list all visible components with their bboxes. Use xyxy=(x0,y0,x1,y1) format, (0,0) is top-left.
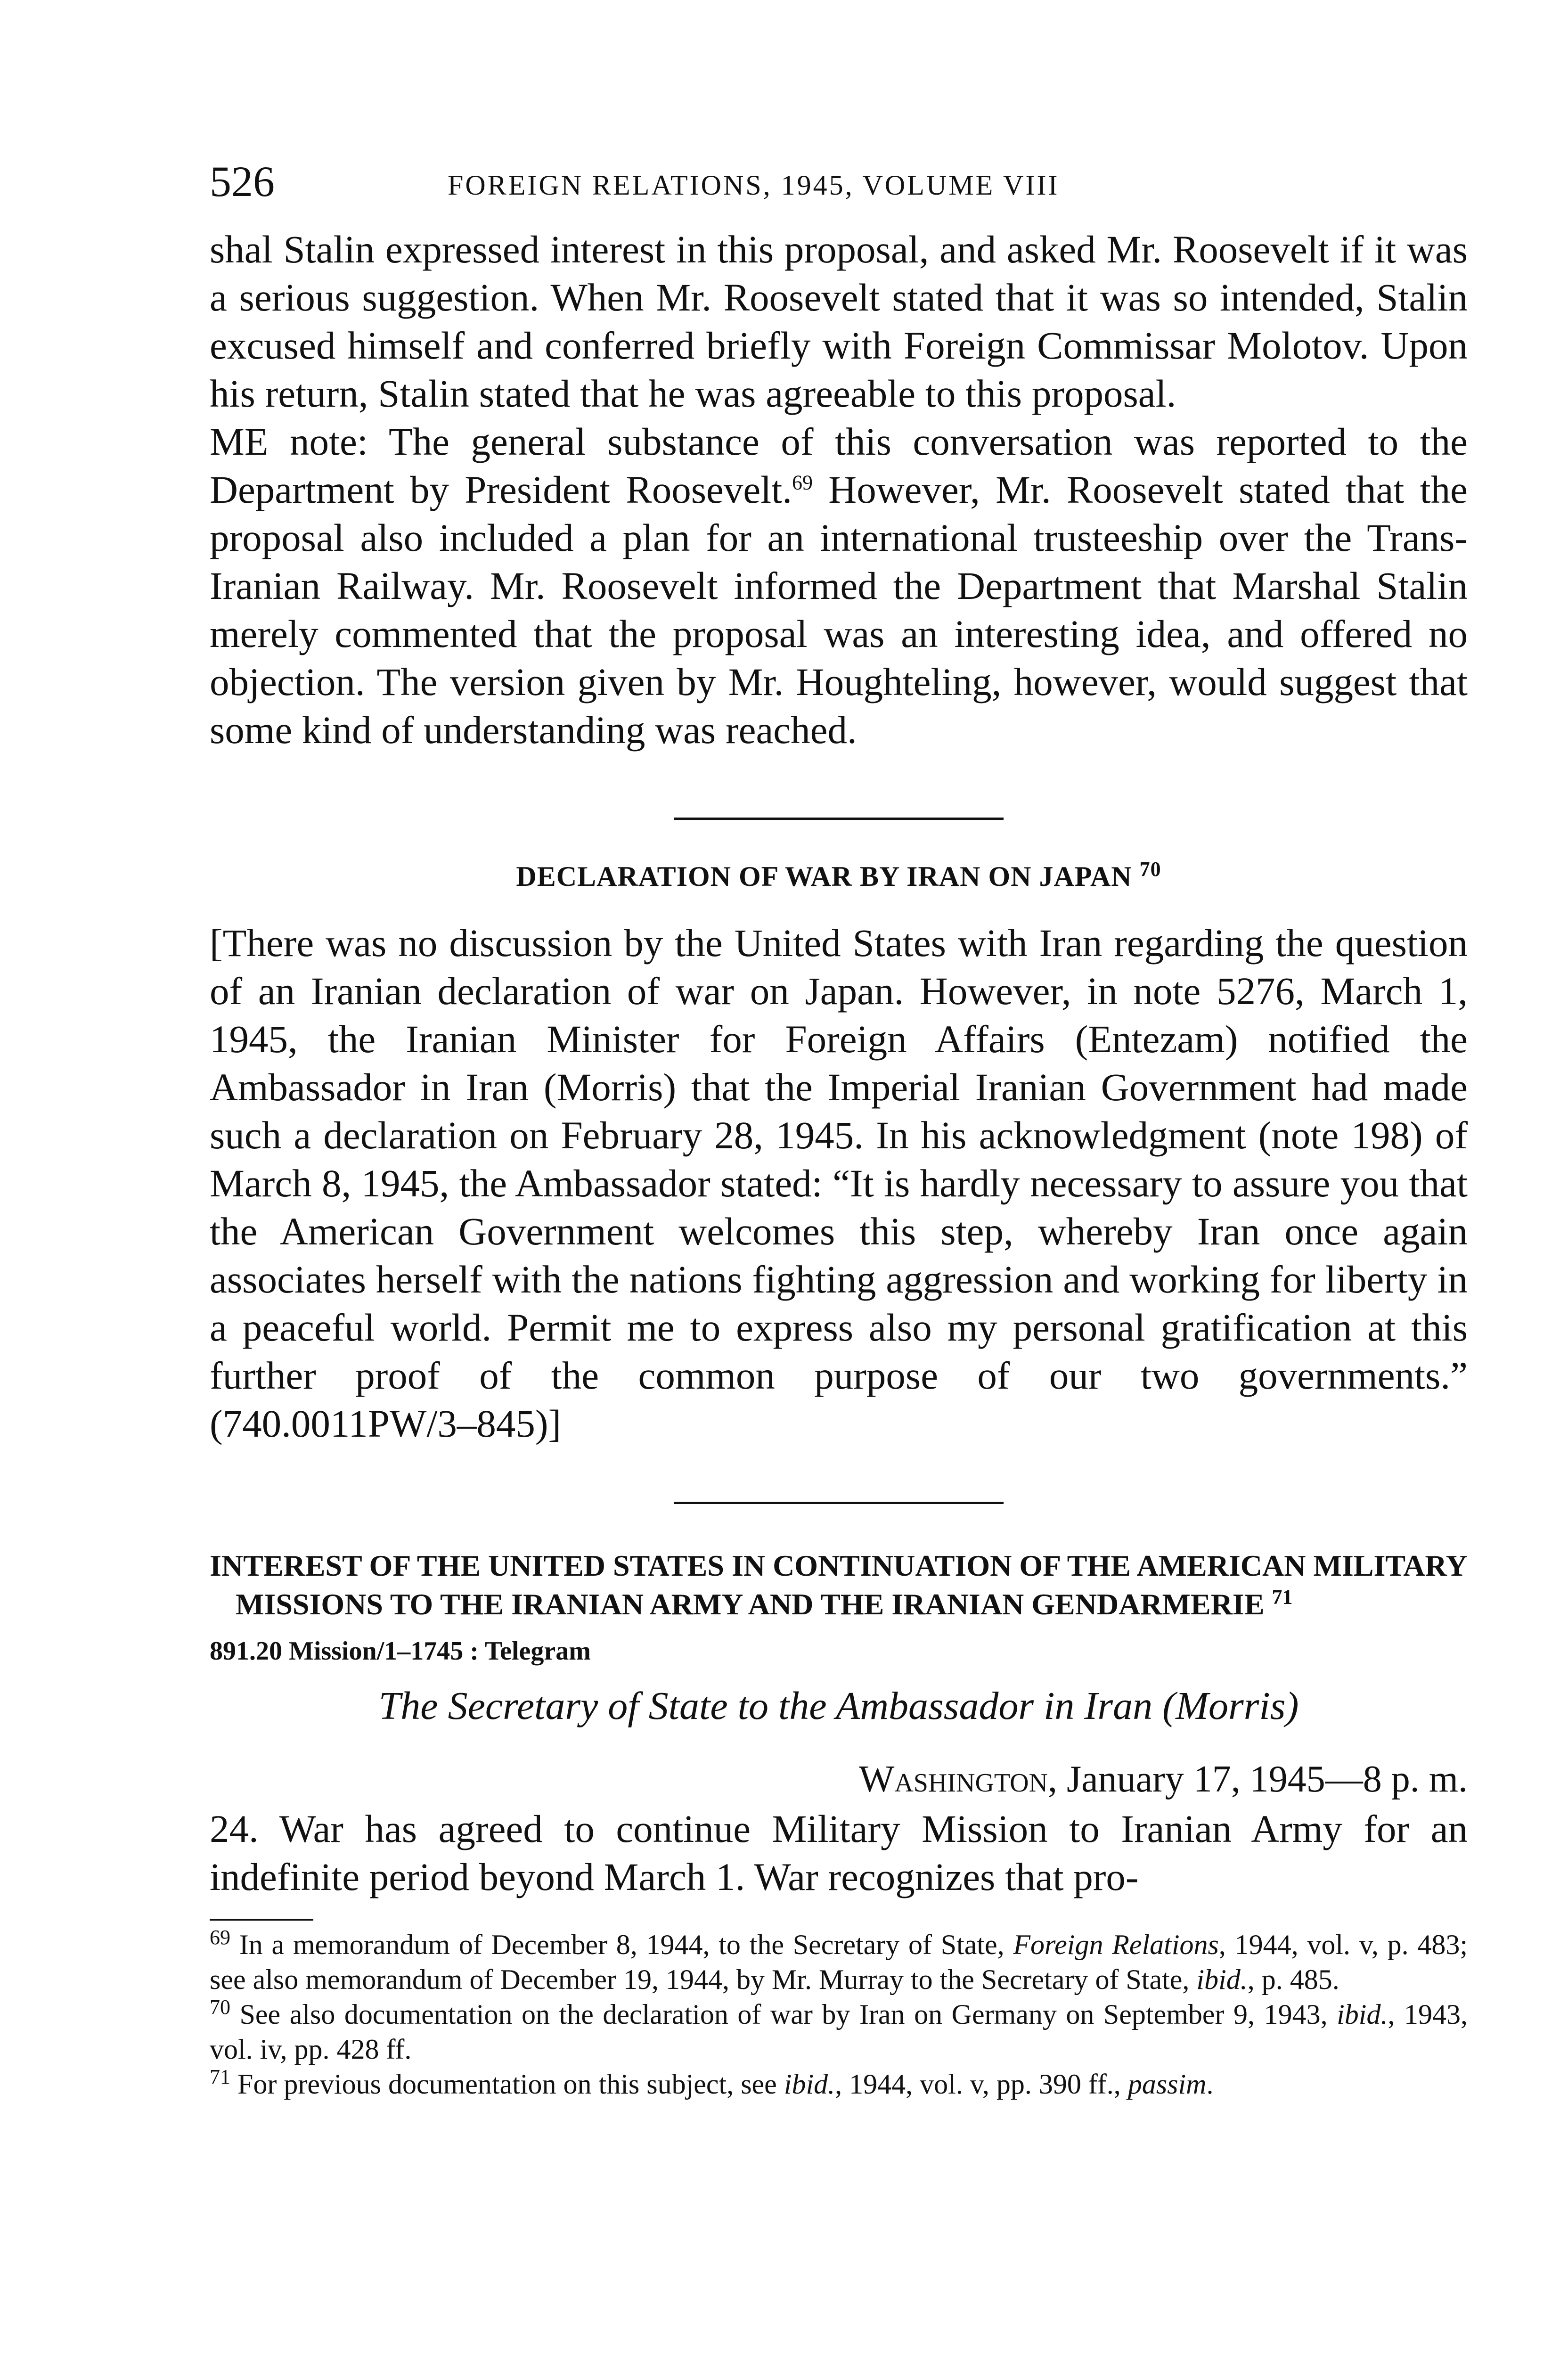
footnote-marker-70[interactable]: 70 xyxy=(1139,858,1161,881)
footnote-marker: 70 xyxy=(210,1996,230,2019)
footnote-text: , p. 485. xyxy=(1247,1964,1339,1995)
footnote-text: . xyxy=(1206,2069,1214,2100)
footnote-rule xyxy=(210,1919,313,1921)
document-page xyxy=(210,155,1468,2102)
footnote-marker-71[interactable]: 71 xyxy=(1272,1585,1293,1609)
running-title: FOREIGN RELATIONS, 1945, VOLUME VIII xyxy=(448,170,1060,201)
dateline-date: , January 17, 1945—8 p. m. xyxy=(1047,1759,1468,1800)
footnotes xyxy=(210,1927,1468,2102)
page-number: 526 xyxy=(210,157,275,205)
section-heading-text: DECLARATION OF WAR BY IRAN ON JAPAN xyxy=(516,861,1132,892)
section-heading-military-missions xyxy=(210,1546,1468,1624)
footnote-italic: ibid. xyxy=(1337,1999,1388,2030)
footnote-text: , 1944, vol. v, p. 483; see also memorandum of December 19, 1944, by Mr. Murray to the Secretary of State, xyxy=(210,1929,1468,1995)
footnote-italic: ibid. xyxy=(784,2069,835,2100)
footnote-italic: Foreign Relations xyxy=(1013,1929,1219,1960)
footnote-marker-69[interactable]: 69 xyxy=(792,471,813,494)
section-heading-iran-japan xyxy=(210,858,1468,895)
footnote-text: See also documentation on the declaration of war by Iran on Germany on September 9, 1943, xyxy=(239,1999,1337,2030)
me-note-paragraph xyxy=(210,417,1468,754)
me-note-text-start: ME note: The general substance of this conversation was reported to the Department by President Roosevelt. xyxy=(210,420,1468,511)
footnote-text: , 1943, vol. iv, pp. 428 ff. xyxy=(210,1999,1468,2065)
section-divider-1 xyxy=(674,818,1004,820)
file-reference: 891.20 Mission/1–1745 : Telegram xyxy=(210,1636,591,1666)
footnote-text: , 1944, vol. v, pp. 390 ff., xyxy=(835,2069,1128,2100)
footnote-marker: 69 xyxy=(210,1926,230,1949)
telegram-paragraph: 24. War has agreed to continue Military Mission to Iranian Army for an indefinite period beyond March 1. War recognizes that pro- xyxy=(210,1807,1468,1898)
footnote-71 xyxy=(210,2067,1468,2102)
dateline-place: Washington xyxy=(858,1759,1048,1800)
dateline xyxy=(210,1756,1468,1803)
continuation-paragraph: shal Stalin expressed interest in this proposal, and asked Mr. Roosevelt if it was a serious suggestion. When Mr. Roosevelt stated that it was so intended, Stalin excused himself and conferred briefly with Foreign Commissar Molotov. Upon his return, Stalin stated that he was agreeable to this proposal. xyxy=(210,228,1468,415)
footnote-69 xyxy=(210,1927,1468,1997)
footnote-marker: 71 xyxy=(210,2065,230,2088)
me-note-text-end: However, Mr. Roosevelt stated that the proposal also included a plan for an international trusteeship over the Trans-Iranian Railway. Mr. Roosevelt informed the Department that Marshal Stalin merely commented that the proposal was an interesting idea, and offered no objection. The version given by Mr. Houghteling, however, would suggest that some kind of understanding was reached. xyxy=(210,468,1468,752)
section-divider-2 xyxy=(674,1502,1004,1504)
section-heading-text: INTEREST OF THE UNITED STATES IN CONTINUATION OF THE AMERICAN MILITARY MISSIONS TO THE IRANIAN ARMY AND THE IRANIAN GENDARMERIE xyxy=(210,1549,1467,1621)
footnote-70 xyxy=(210,1997,1468,2067)
document-title: The Secretary of State to the Ambassador in Iran (Morris) xyxy=(378,1684,1299,1728)
running-header xyxy=(210,155,1468,212)
footnote-italic: ibid. xyxy=(1196,1964,1248,1995)
footnote-italic: passim xyxy=(1127,2069,1207,2100)
footnote-text: For previous documentation on this subject, see xyxy=(237,2069,784,2100)
footnote-text: In a memorandum of December 8, 1944, to the Secretary of State, xyxy=(239,1929,1013,1960)
declaration-paragraph: [There was no discussion by the United States with Iran regarding the question of an Iranian declaration of war on Japan. However, in note 5276, March 1, 1945, the Iranian Minister for Foreign Affairs (Entezam) notified the Ambassador in Iran (Morris) that the Imperial Iranian Government had made such a declaration on February 28, 1945. In his acknowledgment (note 198) of March 8, 1945, the Ambassador stated: “It is hardly necessary to assure you that the American Government welcomes this step, whereby Iran once again associates herself with the nations fighting aggression and working for liberty in a peaceful world. Permit me to express also my personal gratification at this further proof of the common purpose of our two governments.” (740.0011PW/3–845)] xyxy=(210,921,1468,1445)
